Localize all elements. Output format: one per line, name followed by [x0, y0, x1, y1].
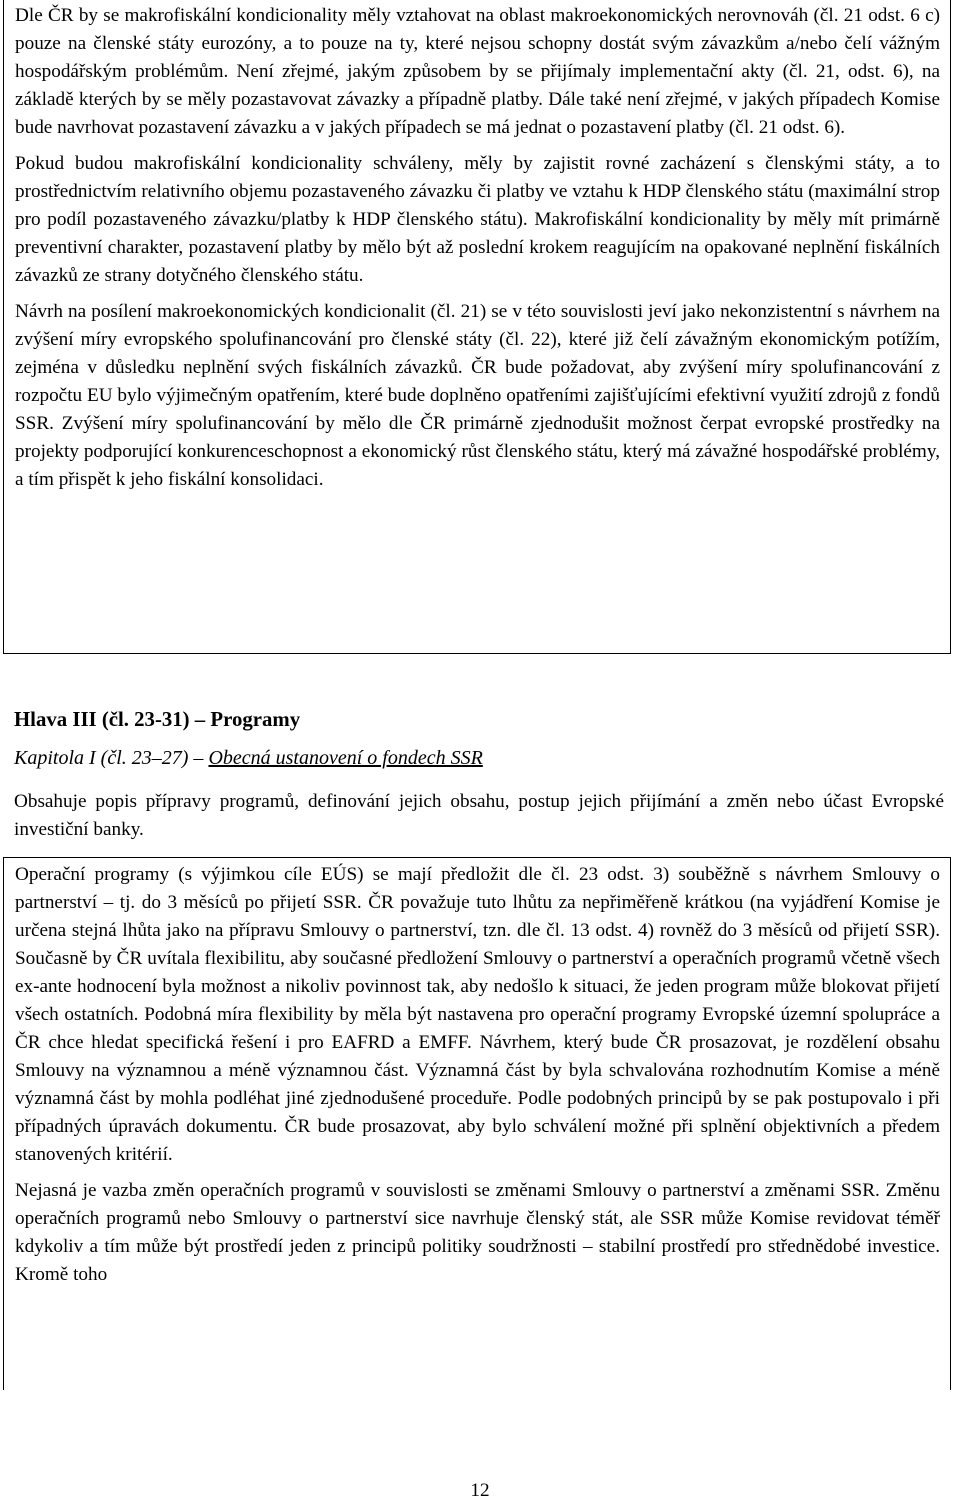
- section-heading: Hlava III (čl. 23-31) – Programy: [14, 708, 301, 731]
- chapter-subheading: [14, 747, 483, 770]
- box2-paragraph-2: Nejasná je vazba změn operačních programů v souvislosti se změnami Smlouvy o partnerství a změnami SSR. Změnu operačních programů nebo Smlouvy o partnerství sice navrhuje členský stát, ale SSR může Komise revidovat téměř kdykoliv a tím může být prostředí jeden z principů politiky soudržnosti – stabilní prostředí pro střednědobé investice. Kromě toho: [15, 1180, 940, 1285]
- chapter-subheading-title: Obecná ustanovení o fondech SSR: [208, 747, 483, 769]
- chapter-intro-text: Obsahuje popis přípravy programů, definování jejich obsahu, postup jejich přijímání a změn nebo účast Evropské investiční banky.: [14, 791, 944, 840]
- box1-paragraph-2: Pokud budou makrofiskální kondicionality schváleny, měly by zajistit rovné zacházení s členskými státy, a to prostřednictvím relativního objemu pozastaveného závazku či platby ve vztahu k HDP členského státu (maximální strop pro podíl pozastaveného závazku/platby k HDP členského státu). Makrofiskální kondicionality by měly mít primárně preventivní charakter, pozastavení platby by mělo být až poslední krokem reagujícím na opakované neplnění fiskálních závazků ze strany dotyčného členského státu.: [15, 153, 940, 286]
- commentary-box-2: [3, 857, 951, 1390]
- box1-paragraph-1: Dle ČR by se makrofiskální kondicionality měly vztahovat na oblast makroekonomických nerovnováh (čl. 21 odst. 6 c) pouze na členské státy eurozóny, a to pouze na ty, které nejsou schopny dostát svým závazkům a/nebo čelí vážným hospodářským problémům. Není zřejmé, jakým způsobem by se přijímaly implementační akty (čl. 21, odst. 6), na základě kterých by se měly pozastavovat závazky a případně platby. Dále také není zřejmé, v jakých případech Komise bude navrhovat pozastavení závazku a v jakých případech se má jednat o pozastavení platby (čl. 21 odst. 6).: [15, 5, 940, 138]
- chapter-subheading-prefix: Kapitola I (čl. 23–27) –: [14, 747, 209, 769]
- commentary-box-1: [3, 0, 951, 654]
- box2-paragraph-1: Operační programy (s výjimkou cíle EÚS) se mají předložit dle čl. 23 odst. 3) souběžně s návrhem Smlouvy o partnerství – tj. do 3 měsíců po přijetí SSR. ČR považuje tuto lhůtu za nepřiměřeně krátkou (na vyjádření Komise je určena stejná lhůta jako na přípravu Smlouvy o partnerství, tzn. dle čl. 13 odst. 4) rovněž do 3 měsíců od přijetí SSR). Současně by ČR uvítala flexibilitu, aby současné předložení Smlouvy o partnerství a operačních programů včetně všech ex-ante hodnocení byla možnost a nikoliv povinnost tak, aby nedošlo k situaci, že jeden program může blokovat přijetí všech ostatních. Podobná míra flexibility by měla být nastavena pro operační programy Evropské územní spolupráce a ČR chce hledat specifická řešení i pro EAFRD a EMFF. Návrhem, který bude ČR prosazovat, je rozdělení obsahu Smlouvy na významnou a méně významnou část. Významná část by byla schvalována rozhodnutím Komise a méně významná část by mohla podléhat jiné zjednodušené proceduře. Podle podobných principů by se pak postupovalo i při případných úpravách dokumentu. ČR bude prosazovat, aby bylo schválení možné při splnění objektivních a předem stanovených kritérií.: [15, 864, 940, 1165]
- box1-paragraph-3: Návrh na posílení makroekonomických kondicionalit (čl. 21) se v této souvislosti jeví jako nekonzistentní s návrhem na zvýšení míry evropského spolufinancování pro členské státy (čl. 22), které již čelí závažným ekonomickým potížím, zejména v důsledku neplnění svých fiskálních závazků. ČR bude požadovat, aby zvýšení míry spolufinancování z rozpočtu EU bylo výjimečným opatřením, které bude doplněno opatřeními zajišťujícími efektivní využití zdrojů z fondů SSR. Zvýšení míry spolufinancování by mělo dle ČR primárně zjednodušit možnost čerpat evropské prostředky na projekty podporující konkurenceschopnost a ekonomický růst členského státu, který má závažné hospodářské problémy, a tím přispět k jeho fiskální konsolidaci.: [15, 301, 940, 490]
- page-number: 12: [470, 1480, 490, 1501]
